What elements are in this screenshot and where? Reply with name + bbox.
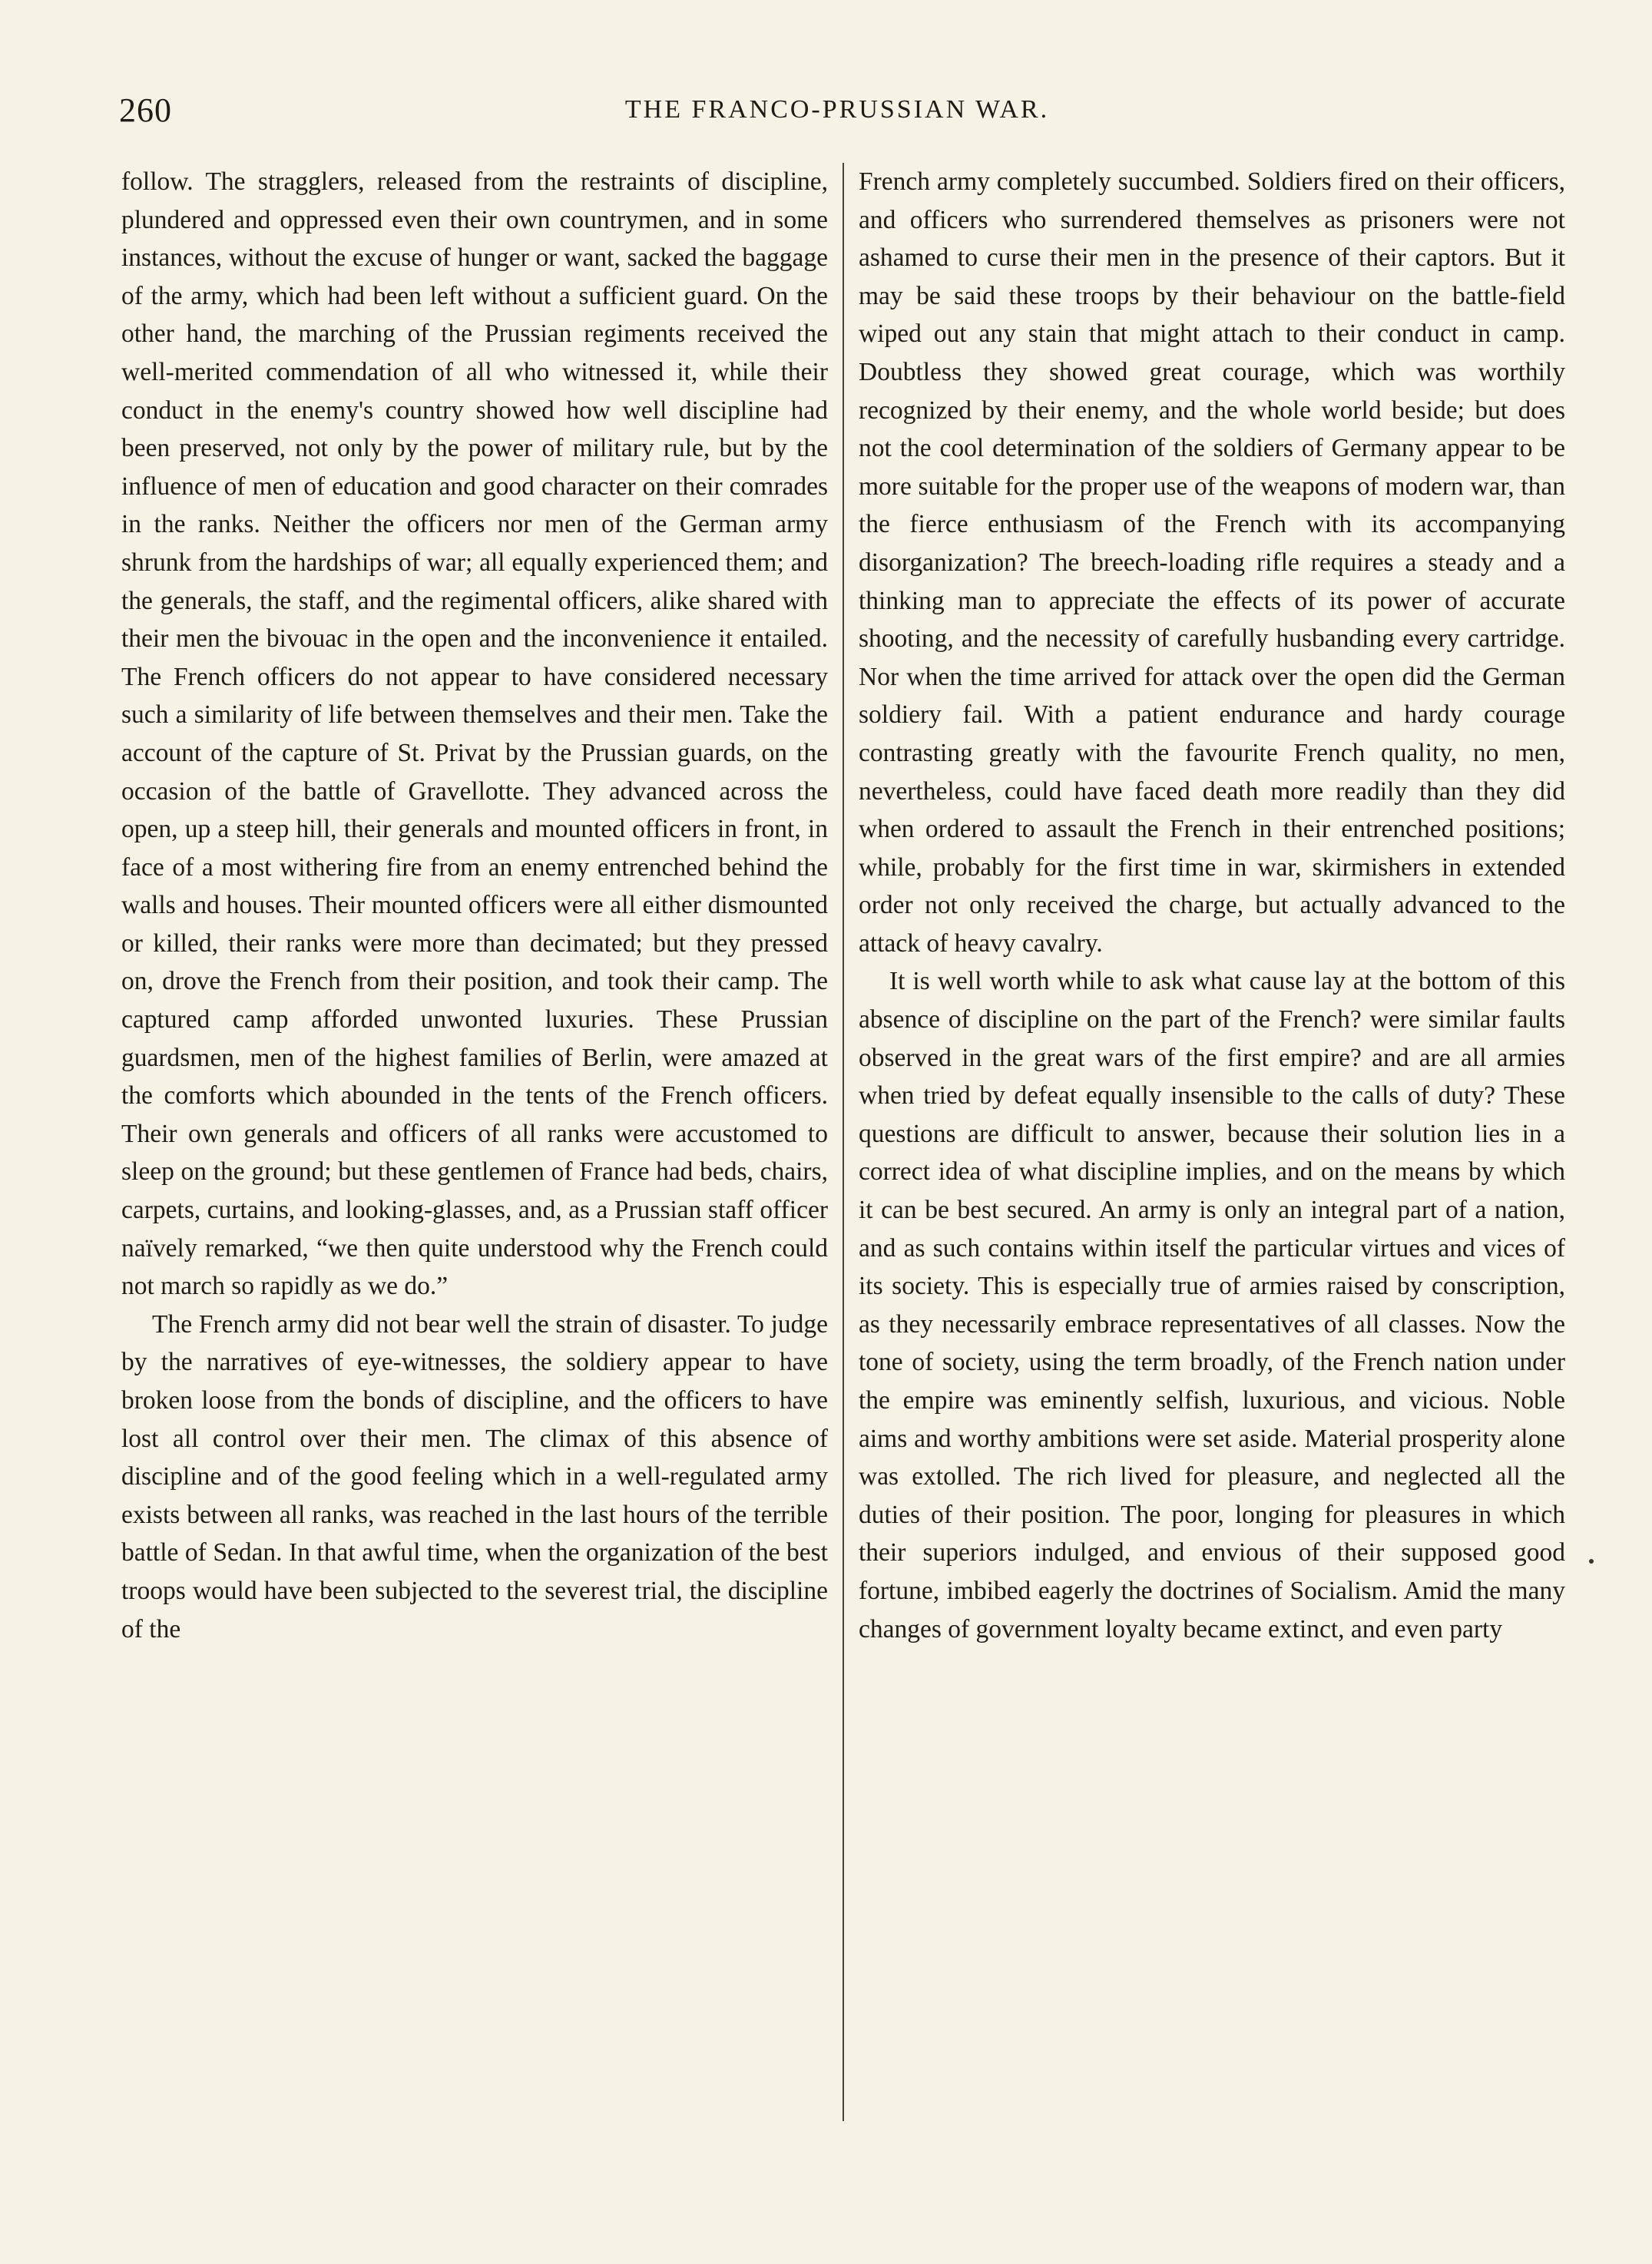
page-header xyxy=(119,91,1555,144)
running-title: THE FRANCO-PRUSSIAN WAR. xyxy=(624,95,1050,124)
column-divider xyxy=(843,163,844,2121)
paragraph: The French army did not bear well the strain of disaster. To judge by the narratives of eye-witnesses, the soldiery appear to have broken loose from the bonds of discipline, and the officers to have lost all control over their men. The climax of this absence of discipline and of the good feeling which in a well-regulated army exists between all ranks, was reached in the last hours of the terrible battle of Sedan. In that awful time, when the organization of the best troops would have been subjected to the severest trial, the discipline of the xyxy=(121,1309,828,1643)
paragraph: French army completely succumbed. Soldiers fired on their officers, and officers who surrendered themselves as prisoners were not ashamed to curse their men in the presence of their captors. But it may be said these troops by their behaviour on the battle-field wiped out any stain that might attach to their conduct in camp. Doubtless they showed great courage, which was worthily recognized by their enemy, and the whole world beside; but does not the cool determination of the soldiers of Germany appear to be more suitable for the proper use of the weapons of modern war, than the fierce enthusiasm of the French with its accompanying disorganization? The breech-loading rifle requires a steady and a thinking man to appreciate the effects of its power of accurate shooting, and the necessity of carefully husbanding every cartridge. Nor when the time arrived for attack over the open did the German soldiery fail. With a patient endurance and hardy courage contrasting greatly with the favourite French quality, no men, nevertheless, could have faced death more readily than they did when ordered to assault the French in their entrenched positions; while, probably for the first time in war, skirmishers in extended order not only received the charge, but actually advanced to the attack of heavy cavalry. xyxy=(859,167,1565,958)
page-number: 260 xyxy=(119,91,172,129)
paragraph: follow. The stragglers, released from the restraints of discipline, plundered and oppressed even their own countrymen, and in some instances, without the excuse of hunger or want, sacked the baggage of the army, which had been left without a sufficient guard. On the other hand, the marching of the Prussian regiments received the well-merited commendation of all who witnessed it, while their conduct in the enemy's country showed how well discipline had been preserved, not only by the power of military rule, but by the influence of men of education and good character on their comrades in the ranks. Neither the officers nor men of the German army shrunk from the hardships of war; all equally experienced them; and the generals, the staff, and the regimental officers, alike shared with their men the bivouac in the open and the inconvenience it entailed. The French officers do not appear to have considered necessary such a similarity of life between themselves and their men. Take the account of the capture of St. Privat by the Prussian guards, on the occasion of the battle of Gravellotte. They advanced across the open, up a steep hill, their generals and mounted officers in front, in face of a most withering fire from an enemy entrenched behind the walls and houses. Their mounted officers were all either dismounted or killed, their ranks were more than decimated; but they pressed on, drove the French from their position, and took their camp. The captured camp afforded unwonted luxuries. These Prussian guardsmen, men of the highest families of Berlin, were amazed at the comforts which abounded in the tents of the French officers. Their own generals and officers of all ranks were accustomed to sleep on the ground; but these gentlemen of France had beds, chairs, carpets, curtains, and looking-glasses, and, as a Prussian staff officer naïvely remarked, “we then quite understood why the French could not march so rapidly as we do.” xyxy=(121,167,828,1301)
ink-speck xyxy=(1589,1559,1594,1564)
right-column xyxy=(859,163,1565,1648)
paragraph: It is well worth while to ask what cause lay at the bottom of this absence of discipline on the part of the French? were similar faults observed in the great wars of the first empire? and are all armies when tried by defeat equally insensible to the calls of duty? These questions are difficult to answer, because their solution lies in a correct idea of what discipline implies, and on the means by which it can be best secured. An army is only an integral part of a nation, and as such contains within itself the particular virtues and vices of its society. This is especially true of armies raised by conscription, as they necessarily embrace representatives of all classes. Now the tone of society, using the term broadly, of the French nation under the empire was eminently selfish, luxurious, and vicious. Noble aims and worthy ambitions were set aside. Material prosperity alone was extolled. The rich lived for pleasure, and neglected all the duties of their position. The poor, longing for pleasures in which their superiors indulged, and envious of their supposed good fortune, imbibed eagerly the doctrines of Socialism. Amid the many changes of government loyalty became extinct, and even party xyxy=(859,967,1565,1643)
left-column xyxy=(121,163,828,1648)
